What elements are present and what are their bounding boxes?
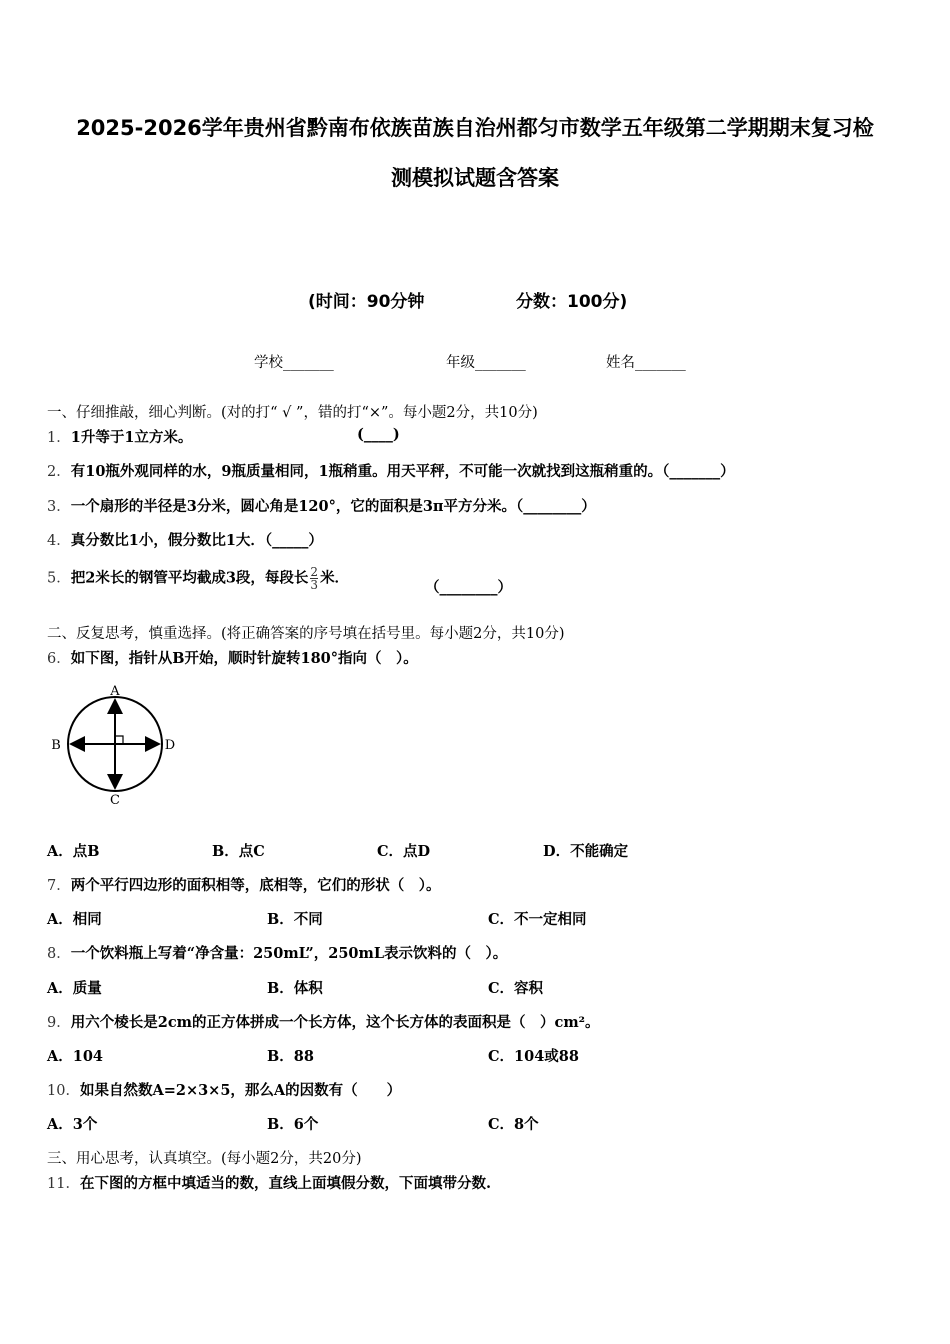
- school-field: 学校_______: [254, 355, 334, 371]
- score-info: 分数：100分): [516, 292, 628, 312]
- label-c: C: [110, 793, 120, 808]
- q6-option-d[interactable]: D．不能确定: [543, 843, 629, 860]
- fraction-two-thirds: [310, 566, 318, 591]
- question-8: [47, 942, 507, 963]
- question-1: [47, 426, 192, 447]
- question-text: 一个饮料瓶上写着“净含量：250mL”，250mL表示饮料的（ ）。: [70, 945, 508, 962]
- time-info: (时间：90分钟: [308, 292, 425, 312]
- grade-field: 年级_______: [446, 355, 526, 371]
- question-9: [47, 1011, 600, 1032]
- q8-option-b[interactable]: B．体积: [267, 980, 323, 997]
- question-number: 1．: [47, 430, 71, 446]
- question-1-blank: (____): [357, 426, 400, 443]
- q7-option-b[interactable]: B．不同: [267, 911, 323, 928]
- q9-option-c[interactable]: C．104或88: [488, 1048, 579, 1065]
- question-number: 5．: [47, 570, 71, 587]
- question-4: [47, 529, 323, 550]
- q9-option-a[interactable]: A．104: [47, 1048, 104, 1065]
- question-2: [47, 460, 735, 481]
- question-number: 2．: [47, 464, 71, 480]
- question-number: 4．: [47, 533, 71, 549]
- question-text: 两个平行四边形的面积相等，底相等，它们的形状（ ）。: [70, 877, 441, 894]
- question-text: 把2米长的钢管平均截成3段，每段长: [70, 569, 309, 587]
- q8-option-c[interactable]: C．容积: [488, 980, 544, 997]
- section2-heading: 二、反复思考，慎重选择。(将正确答案的序号填在括号里。每小题2分，共10分): [47, 626, 565, 642]
- question-7: [47, 874, 440, 895]
- question-number: 6．: [47, 651, 71, 667]
- section3-heading: 三、用心思考，认真填空。(每小题2分，共20分): [47, 1151, 362, 1167]
- question-number: 7．: [47, 878, 71, 894]
- question-3: [47, 495, 596, 516]
- question-6: [47, 647, 418, 668]
- question-text: 一个扇形的半径是3分米，圆心角是120°，它的面积是3π平方分米。（________）: [70, 498, 596, 515]
- q6-option-b[interactable]: B．点C: [212, 843, 265, 860]
- question-10: [47, 1079, 401, 1100]
- question-text-after: 米．: [320, 569, 350, 587]
- question-5-blank: （________）: [425, 579, 512, 596]
- question-text: 如下图，指针从B开始，顺时针旋转180°指向（ ）。: [70, 650, 418, 667]
- fraction-numerator: 2: [310, 565, 319, 579]
- q6-option-c[interactable]: C．点D: [377, 843, 431, 860]
- q9-option-b[interactable]: B．88: [267, 1048, 314, 1065]
- question-text: 用六个棱长是2cm的正方体拼成一个长方体，这个长方体的表面积是（ ）cm²。: [70, 1014, 600, 1031]
- q10-option-b[interactable]: B．6个: [267, 1116, 319, 1133]
- q10-option-a[interactable]: A．3个: [47, 1116, 98, 1133]
- q8-option-a[interactable]: A．质量: [47, 980, 102, 997]
- q10-option-c[interactable]: C．8个: [488, 1116, 539, 1133]
- section1-heading: 一、仔细推敲，细心判断。(对的打“ √ ”，错的打“×”。每小题2分，共10分): [47, 405, 538, 421]
- question-text: 1升等于1立方米。: [70, 429, 193, 446]
- pointer-circle-diagram: [48, 680, 180, 808]
- q7-option-c[interactable]: C．不一定相同: [488, 911, 587, 928]
- question-number: 9．: [47, 1015, 71, 1031]
- q7-option-a[interactable]: A．相同: [47, 911, 102, 928]
- question-text: 在下图的方框中填适当的数，直线上面填假分数，下面填带分数.: [79, 1175, 491, 1192]
- question-11: [47, 1172, 491, 1193]
- label-a: A: [110, 684, 120, 699]
- question-text: 如果自然数A=2×3×5，那么A的因数有（ ）: [79, 1082, 402, 1099]
- page-title-line1: 2025-2026学年贵州省黔南布依族苗族自治州都匀市数学五年级第二学期期末复习检: [76, 116, 874, 140]
- question-number: 11．: [47, 1176, 80, 1192]
- question-text: 真分数比1小，假分数比1大．（_____）: [70, 532, 323, 549]
- question-5: [47, 566, 349, 591]
- page-title-line2: 测模拟试题含答案: [391, 166, 559, 190]
- label-b: B: [51, 738, 61, 753]
- question-number: 8．: [47, 946, 71, 962]
- label-d: D: [164, 738, 176, 753]
- q6-option-a[interactable]: A．点B: [47, 843, 100, 860]
- question-number: 3．: [47, 499, 71, 515]
- right-angle-mark: [115, 736, 123, 744]
- question-number: 10．: [47, 1083, 80, 1099]
- name-field: 姓名_______: [606, 355, 686, 371]
- question-text: 有10瓶外观同样的水，9瓶质量相同，1瓶稍重。用天平秤，不可能一次就找到这瓶稍重的。（_______）: [70, 463, 735, 480]
- fraction-denominator: 3: [310, 578, 319, 592]
